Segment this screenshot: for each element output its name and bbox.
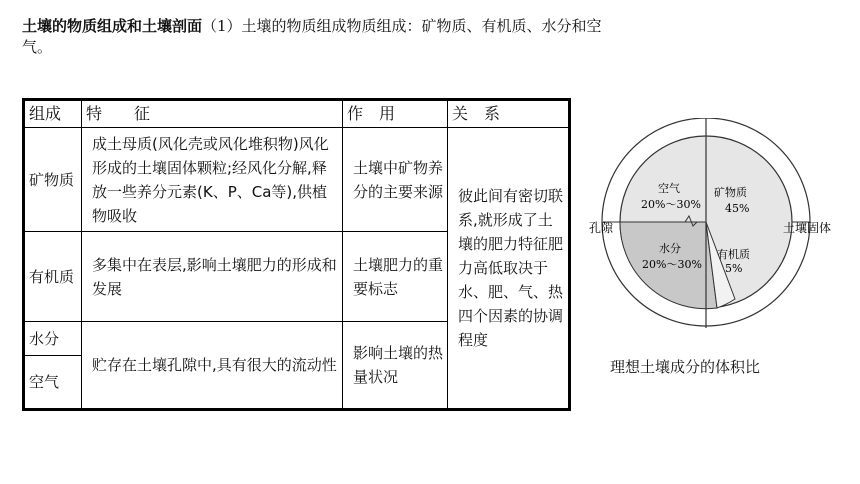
soil-volume-diagram: [585, 118, 855, 350]
air-label: 空气: [658, 182, 680, 195]
water-label: 水分: [659, 242, 681, 255]
table-header-row: [24, 100, 570, 128]
intro-paragraph: [22, 16, 622, 58]
intro-title: 土壤的物质组成和土壤剖面: [22, 17, 203, 35]
row-water-name: 水分: [24, 322, 82, 356]
row-mineral-feature: 成土母质(风化壳或风化堆积物)风化形成的土壤固体颗粒;经风化分解,释放一些养分元素(K、P、Ca等),供植物吸收: [82, 128, 343, 232]
row-water-air-feature: 贮存在土壤孔隙中,具有很大的流动性: [82, 322, 343, 410]
row-organic-name: 有机质: [24, 232, 82, 322]
pore-label: 孔隙: [589, 221, 614, 235]
row-mineral-role: 土壤中矿物养分的主要来源: [343, 128, 448, 232]
row-organic-feature: 多集中在表层,影响土壤肥力的形成和发展: [82, 232, 343, 322]
header-relation: 关 系: [448, 100, 570, 128]
organic-label: 有机质: [717, 248, 750, 261]
intro-text: （1）土壤的物质组成物质组成：矿物质、有机质、水分和空气。: [22, 17, 602, 56]
header-composition: 组成: [24, 100, 82, 128]
mineral-percent: 45%: [725, 202, 750, 215]
table-row: [24, 128, 570, 232]
organic-percent: 5%: [725, 262, 743, 275]
soil-composition-table: [22, 98, 571, 411]
row-organic-role: 土壤肥力的重要标志: [343, 232, 448, 322]
mineral-label: 矿物质: [714, 186, 747, 199]
row-air-name: 空气: [24, 356, 82, 410]
relation-cell: 彼此间有密切联系,就形成了土壤的肥力特征肥力高低取决于水、肥、气、热四个因素的协调程度: [448, 128, 570, 410]
water-percent: 20%～30%: [642, 258, 702, 271]
row-water-air-role: 影响土壤的热量状况: [343, 322, 448, 410]
header-role: 作 用: [343, 100, 448, 128]
header-feature: 特 征: [82, 100, 343, 128]
row-mineral-name: 矿物质: [24, 128, 82, 232]
solid-label: 土壤固体: [783, 221, 832, 235]
air-percent: 20%～30%: [641, 198, 701, 211]
diagram-caption: 理想土壤成分的体积比: [610, 358, 761, 376]
